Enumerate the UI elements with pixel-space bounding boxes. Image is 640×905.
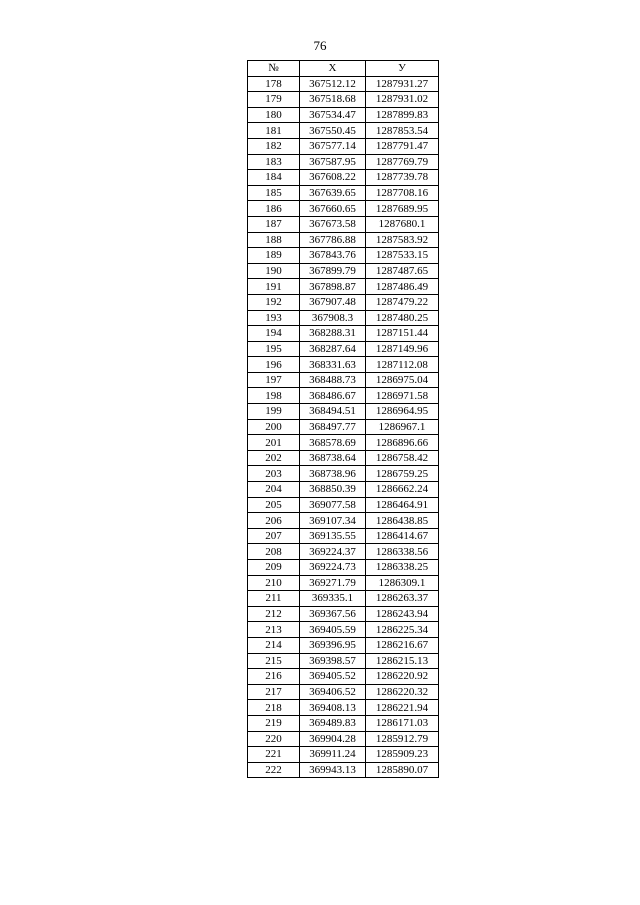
cell-y: 1287769.79 — [366, 154, 439, 170]
cell-x: 367843.76 — [300, 248, 366, 264]
cell-number: 202 — [248, 450, 300, 466]
cell-y: 1287149.96 — [366, 341, 439, 357]
cell-x: 369335.1 — [300, 591, 366, 607]
cell-number: 212 — [248, 606, 300, 622]
table-row — [248, 419, 439, 435]
cell-number: 222 — [248, 762, 300, 778]
cell-y: 1287112.08 — [366, 357, 439, 373]
cell-x: 368850.39 — [300, 482, 366, 498]
cell-y: 1287487.65 — [366, 263, 439, 279]
cell-number: 178 — [248, 76, 300, 92]
cell-x: 367660.65 — [300, 201, 366, 217]
cell-y: 1286975.04 — [366, 372, 439, 388]
table-row — [248, 310, 439, 326]
table-header — [248, 61, 439, 77]
cell-number: 208 — [248, 544, 300, 560]
cell-number: 220 — [248, 731, 300, 747]
cell-y: 1287899.83 — [366, 107, 439, 123]
table-row — [248, 575, 439, 591]
table-row — [248, 138, 439, 154]
cell-x: 367899.79 — [300, 263, 366, 279]
cell-x: 369406.52 — [300, 684, 366, 700]
cell-number: 199 — [248, 404, 300, 420]
table-row — [248, 123, 439, 139]
cell-number: 205 — [248, 497, 300, 513]
table-row — [248, 637, 439, 653]
cell-y: 1286215.13 — [366, 653, 439, 669]
table-row — [248, 170, 439, 186]
table-row — [248, 341, 439, 357]
cell-x: 368494.51 — [300, 404, 366, 420]
cell-number: 206 — [248, 513, 300, 529]
cell-y: 1285890.07 — [366, 762, 439, 778]
cell-y: 1286967.1 — [366, 419, 439, 435]
cell-x: 369135.55 — [300, 528, 366, 544]
table-row — [248, 513, 439, 529]
cell-x: 369077.58 — [300, 497, 366, 513]
cell-x: 367786.88 — [300, 232, 366, 248]
cell-x: 368738.96 — [300, 466, 366, 482]
cell-y: 1286338.56 — [366, 544, 439, 560]
table-row — [248, 372, 439, 388]
cell-number: 197 — [248, 372, 300, 388]
cell-y: 1286338.25 — [366, 560, 439, 576]
table-row — [248, 669, 439, 685]
cell-number: 179 — [248, 92, 300, 108]
cell-number: 185 — [248, 185, 300, 201]
cell-x: 369271.79 — [300, 575, 366, 591]
cell-y: 1286759.25 — [366, 466, 439, 482]
cell-x: 367577.14 — [300, 138, 366, 154]
cell-x: 367673.58 — [300, 216, 366, 232]
cell-x: 367898.87 — [300, 279, 366, 295]
cell-x: 368331.63 — [300, 357, 366, 373]
cell-number: 190 — [248, 263, 300, 279]
cell-x: 368486.67 — [300, 388, 366, 404]
cell-y: 1286171.03 — [366, 715, 439, 731]
table-row — [248, 404, 439, 420]
cell-y: 1287853.54 — [366, 123, 439, 139]
cell-number: 214 — [248, 637, 300, 653]
cell-x: 369943.13 — [300, 762, 366, 778]
table-row — [248, 497, 439, 513]
table-row — [248, 560, 439, 576]
cell-number: 203 — [248, 466, 300, 482]
cell-number: 221 — [248, 747, 300, 763]
table-row — [248, 544, 439, 560]
column-header-y: У — [366, 61, 439, 77]
table-row — [248, 762, 439, 778]
cell-number: 180 — [248, 107, 300, 123]
table-row — [248, 528, 439, 544]
cell-x: 367512.12 — [300, 76, 366, 92]
cell-x: 369367.56 — [300, 606, 366, 622]
cell-x: 369398.57 — [300, 653, 366, 669]
cell-number: 218 — [248, 700, 300, 716]
table-row — [248, 482, 439, 498]
table-row — [248, 466, 439, 482]
table-row — [248, 653, 439, 669]
cell-number: 181 — [248, 123, 300, 139]
cell-x: 367908.3 — [300, 310, 366, 326]
cell-x: 367639.65 — [300, 185, 366, 201]
table-row — [248, 388, 439, 404]
cell-y: 1287739.78 — [366, 170, 439, 186]
cell-x: 367907.48 — [300, 294, 366, 310]
cell-y: 1287791.47 — [366, 138, 439, 154]
cell-x: 369408.13 — [300, 700, 366, 716]
cell-x: 369396.95 — [300, 637, 366, 653]
table-row — [248, 715, 439, 731]
cell-x: 367534.47 — [300, 107, 366, 123]
cell-number: 195 — [248, 341, 300, 357]
table-row — [248, 606, 439, 622]
cell-x: 367550.45 — [300, 123, 366, 139]
cell-x: 368288.31 — [300, 326, 366, 342]
cell-number: 198 — [248, 388, 300, 404]
cell-number: 207 — [248, 528, 300, 544]
table-row — [248, 435, 439, 451]
cell-y: 1286220.32 — [366, 684, 439, 700]
cell-number: 211 — [248, 591, 300, 607]
cell-number: 182 — [248, 138, 300, 154]
cell-y: 1286414.67 — [366, 528, 439, 544]
cell-number: 200 — [248, 419, 300, 435]
cell-y: 1287708.16 — [366, 185, 439, 201]
table-row — [248, 684, 439, 700]
table-row — [248, 731, 439, 747]
table-row — [248, 622, 439, 638]
cell-y: 1286263.37 — [366, 591, 439, 607]
cell-number: 191 — [248, 279, 300, 295]
cell-y: 1286216.67 — [366, 637, 439, 653]
cell-number: 189 — [248, 248, 300, 264]
cell-number: 196 — [248, 357, 300, 373]
cell-x: 369405.59 — [300, 622, 366, 638]
table-row — [248, 232, 439, 248]
cell-number: 219 — [248, 715, 300, 731]
cell-y: 1287480.25 — [366, 310, 439, 326]
header-row — [248, 61, 439, 77]
cell-x: 369904.28 — [300, 731, 366, 747]
cell-y: 1287486.49 — [366, 279, 439, 295]
cell-y: 1287680.1 — [366, 216, 439, 232]
cell-y: 1287689.95 — [366, 201, 439, 217]
table-row — [248, 185, 439, 201]
table-row — [248, 294, 439, 310]
cell-x: 368488.73 — [300, 372, 366, 388]
cell-y: 1287151.44 — [366, 326, 439, 342]
cell-number: 210 — [248, 575, 300, 591]
table-row — [248, 700, 439, 716]
table-row — [248, 154, 439, 170]
cell-number: 209 — [248, 560, 300, 576]
cell-y: 1287931.02 — [366, 92, 439, 108]
cell-y: 1286243.94 — [366, 606, 439, 622]
table-row — [248, 201, 439, 217]
table-body — [248, 76, 439, 778]
cell-number: 217 — [248, 684, 300, 700]
cell-x: 368578.69 — [300, 435, 366, 451]
cell-y: 1286464.91 — [366, 497, 439, 513]
cell-y: 1287533.15 — [366, 248, 439, 264]
cell-x: 369224.37 — [300, 544, 366, 560]
cell-y: 1287583.92 — [366, 232, 439, 248]
cell-y: 1285909.23 — [366, 747, 439, 763]
page-number: 76 — [313, 38, 327, 53]
table-row — [248, 216, 439, 232]
cell-number: 215 — [248, 653, 300, 669]
cell-number: 193 — [248, 310, 300, 326]
cell-x: 368497.77 — [300, 419, 366, 435]
table-row — [248, 279, 439, 295]
column-header-x: X — [300, 61, 366, 77]
cell-y: 1287479.22 — [366, 294, 439, 310]
cell-x: 367587.95 — [300, 154, 366, 170]
table-row — [248, 450, 439, 466]
cell-number: 194 — [248, 326, 300, 342]
cell-number: 188 — [248, 232, 300, 248]
cell-y: 1285912.79 — [366, 731, 439, 747]
cell-x: 368287.64 — [300, 341, 366, 357]
cell-x: 367518.68 — [300, 92, 366, 108]
cell-x: 369405.52 — [300, 669, 366, 685]
cell-x: 369489.83 — [300, 715, 366, 731]
table-row — [248, 76, 439, 92]
coordinates-table — [247, 60, 439, 778]
cell-x: 368738.64 — [300, 450, 366, 466]
table-row — [248, 248, 439, 264]
cell-number: 184 — [248, 170, 300, 186]
cell-y: 1287931.27 — [366, 76, 439, 92]
cell-number: 204 — [248, 482, 300, 498]
cell-number: 201 — [248, 435, 300, 451]
cell-x: 369911.24 — [300, 747, 366, 763]
cell-x: 369224.73 — [300, 560, 366, 576]
cell-y: 1286220.92 — [366, 669, 439, 685]
cell-y: 1286221.94 — [366, 700, 439, 716]
cell-y: 1286896.66 — [366, 435, 439, 451]
cell-y: 1286438.85 — [366, 513, 439, 529]
table-row — [248, 747, 439, 763]
table-row — [248, 263, 439, 279]
table-row — [248, 107, 439, 123]
cell-number: 183 — [248, 154, 300, 170]
cell-x: 369107.34 — [300, 513, 366, 529]
cell-y: 1286225.34 — [366, 622, 439, 638]
cell-y: 1286309.1 — [366, 575, 439, 591]
cell-y: 1286964.95 — [366, 404, 439, 420]
table-row — [248, 92, 439, 108]
table-row — [248, 357, 439, 373]
cell-y: 1286758.42 — [366, 450, 439, 466]
cell-number: 187 — [248, 216, 300, 232]
cell-number: 192 — [248, 294, 300, 310]
table-row — [248, 591, 439, 607]
cell-x: 367608.22 — [300, 170, 366, 186]
cell-number: 216 — [248, 669, 300, 685]
cell-y: 1286971.58 — [366, 388, 439, 404]
table-row — [248, 326, 439, 342]
cell-number: 213 — [248, 622, 300, 638]
column-header-number: № — [248, 61, 300, 77]
cell-number: 186 — [248, 201, 300, 217]
cell-y: 1286662.24 — [366, 482, 439, 498]
